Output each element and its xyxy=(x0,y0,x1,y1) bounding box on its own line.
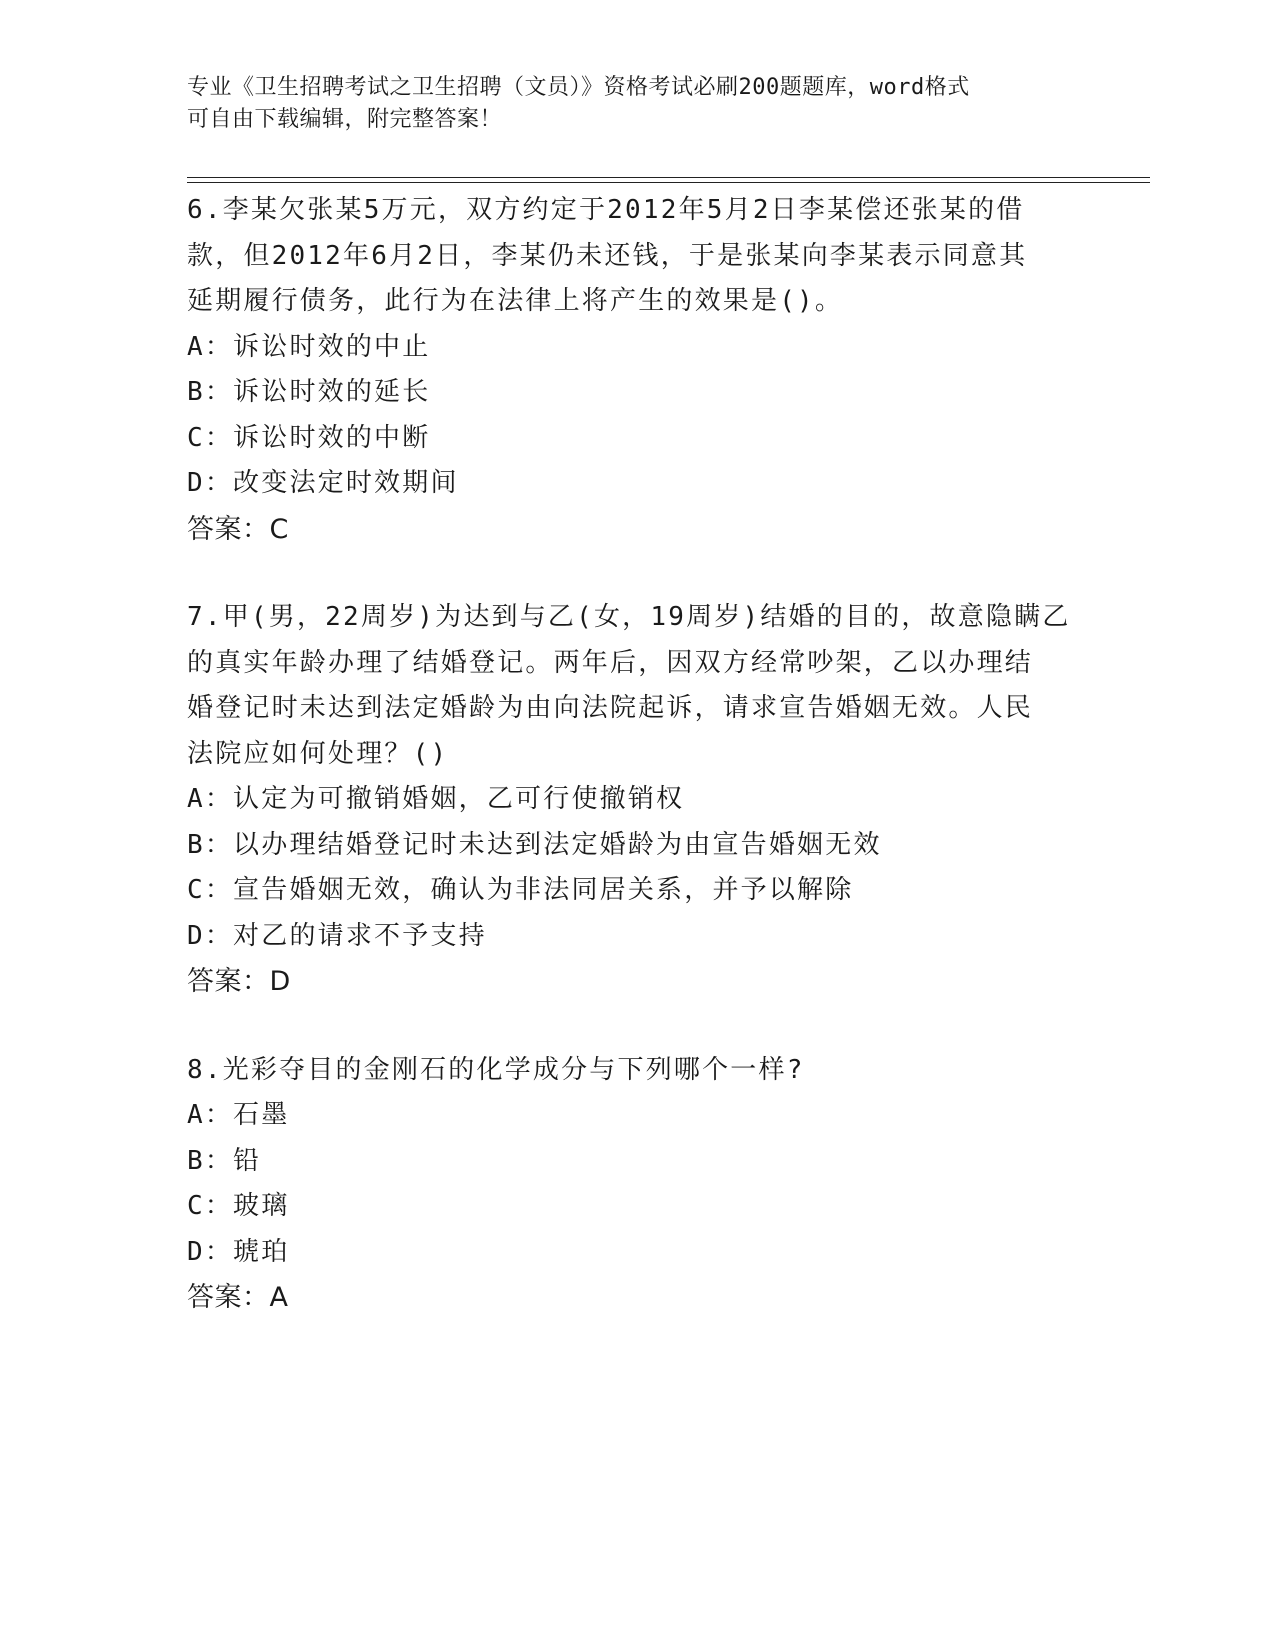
question-7 xyxy=(187,595,1087,1005)
question-text-line: 婚登记时未达到法定婚龄为由向法院起诉，请求宣告婚姻无效。人民 xyxy=(187,693,1034,723)
answer-label: 答案：A xyxy=(187,1282,289,1313)
option-d: D：改变法定时效期间 xyxy=(187,468,459,498)
header-divider-bottom xyxy=(187,182,1150,183)
option-c: C：宣告婚姻无效，确认为非法同居关系，并予以解除 xyxy=(187,875,854,905)
document-header xyxy=(187,72,1067,136)
question-spacer xyxy=(187,552,1087,595)
option-d: D：琥珀 xyxy=(187,1236,290,1267)
question-6 xyxy=(187,188,1087,552)
option-b: B：铅 xyxy=(187,1145,262,1176)
option-a: A：石墨 xyxy=(187,1100,290,1130)
question-spacer xyxy=(187,1005,1087,1048)
option-c: C：玻璃 xyxy=(187,1191,290,1221)
header-line-2: 可自由下载编辑，附完整答案！ xyxy=(187,107,503,132)
question-text-line: 6.李某欠张某5万元，双方约定于2012年5月2日李某偿还张某的借 xyxy=(187,195,1025,225)
answer-label: 答案：C xyxy=(187,513,289,545)
question-text-line: 款，但2012年6月2日，李某仍未还钱，于是张某向李某表示同意其 xyxy=(187,240,1028,271)
question-text-line: 法院应如何处理？() xyxy=(187,738,449,769)
header-divider-top xyxy=(187,177,1150,178)
question-text-line: 延期履行债务，此行为在法律上将产生的效果是()。 xyxy=(187,286,844,316)
option-d: D：对乙的请求不予支持 xyxy=(187,920,487,951)
header-line-1: 专业《卫生招聘考试之卫生招聘（文员）》资格考试必刷200题题库，word格式 xyxy=(187,75,970,100)
option-a: A：诉讼时效的中止 xyxy=(187,331,431,362)
option-a: A：认定为可撤销婚姻，乙可行使撤销权 xyxy=(187,784,685,814)
question-text-line: 的真实年龄办理了结婚登记。两年后，因双方经常吵架，乙以办理结 xyxy=(187,647,1034,678)
question-text-line: 8.光彩夺目的金刚石的化学成分与下列哪个一样? xyxy=(187,1054,805,1085)
answer-label: 答案：D xyxy=(187,966,291,997)
question-8 xyxy=(187,1048,1087,1321)
question-list xyxy=(187,188,1087,1321)
option-b: B：诉讼时效的延长 xyxy=(187,377,431,407)
option-c: C：诉讼时效的中断 xyxy=(187,422,431,453)
option-b: B：以办理结婚登记时未达到法定婚龄为由宣告婚姻无效 xyxy=(187,829,882,860)
question-text-line: 7.甲(男，22周岁)为达到与乙(女，19周岁)结婚的目的，故意隐瞒乙 xyxy=(187,602,1071,632)
